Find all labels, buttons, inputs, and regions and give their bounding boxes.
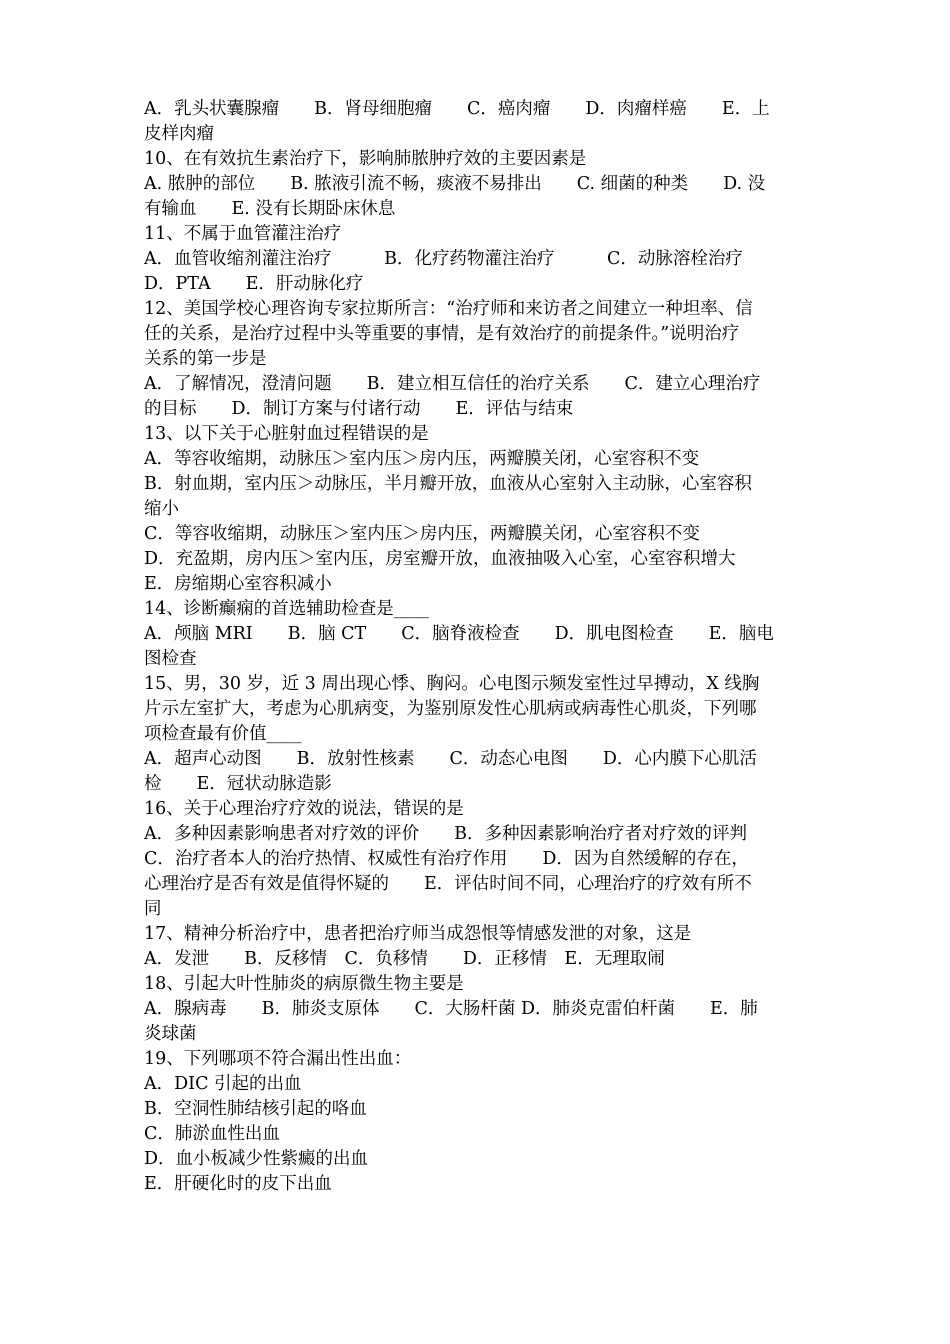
text-line: 片示左室扩大，考虑为心肌病变，为鉴别原发性心肌病或病毒性心肌炎，下列哪	[144, 699, 757, 719]
text-line: D．血小板减少性紫癜的出血	[144, 1149, 369, 1169]
text-line: 图检查	[144, 649, 197, 669]
text-line: 缩小	[144, 499, 179, 519]
text-line: 关系的第一步是	[144, 349, 267, 369]
text-line: 检 E．冠状动脉造影	[144, 774, 332, 794]
text-line: C．肺淤血性出血	[144, 1124, 280, 1144]
text-line: 皮样肉瘤	[144, 124, 214, 144]
text-line: A．了解情况，澄清问题 B．建立相互信任的治疗关系 C．建立心理治疗	[144, 374, 761, 394]
text-line: A．腺病毒 B．肺炎支原体 C．大肠杆菌 D．肺炎克雷伯杆菌 E．肺	[144, 999, 758, 1019]
question-12: 12、美国学校心理咨询专家拉斯所言：“治疗师和来访者之间建立一种坦率、信	[144, 299, 753, 319]
question-13: 13、以下关于心脏射血过程错误的是	[144, 424, 429, 444]
text-line: A．超声心动图 B．放射性核素 C．动态心电图 D．心内膜下心肌活	[144, 749, 757, 769]
text-line: 项检查最有价值____	[144, 724, 302, 744]
question-16: 16、关于心理治疗疗效的说法，错误的是	[144, 799, 464, 819]
question-10: 10、在有效抗生素治疗下，影响肺脓肿疗效的主要因素是	[144, 149, 587, 169]
text-line: 同	[144, 899, 162, 919]
text-line: A．DIC 引起的出血	[144, 1074, 302, 1094]
text-line: 任的关系，是治疗过程中头等重要的事情，是有效治疗的前提条件。”说明治疗	[144, 324, 740, 344]
text-line: E．房缩期心室容积减小	[144, 574, 332, 594]
text-line: A．乳头状囊腺瘤 B．肾母细胞瘤 C．癌肉瘤 D．肉瘤样癌 E．上	[144, 99, 770, 119]
text-line: A．等容收缩期，动脉压＞室内压＞房内压，两瓣膜关闭，心室容积不变	[144, 449, 700, 469]
text-line: 的目标 D．制订方案与付诸行动 E．评估与结束	[144, 399, 574, 419]
text-line: A．血管收缩剂灌注治疗 B．化疗药物灌注治疗 C．动脉溶栓治疗	[144, 249, 743, 269]
text-line: C．等容收缩期，动脉压＞室内压＞房内压，两瓣膜关闭，心室容积不变	[144, 524, 700, 544]
question-14: 14、诊断癫痫的首选辅助检查是____	[144, 599, 429, 619]
text-line: 有输血 E. 没有长期卧床休息	[144, 199, 396, 219]
question-11: 11、不属于血管灌注治疗	[144, 224, 342, 244]
text-line: A. 脓肿的部位 B. 脓液引流不畅，痰液不易排出 C. 细菌的种类 D. 没	[144, 174, 766, 194]
text-line: D．PTA E．肝动脉化疗	[144, 274, 364, 294]
text-line: A．发泄 B．反移情 C．负移情 D．正移情 E．无理取闹	[144, 949, 665, 969]
question-19: 19、下列哪项不符合漏出性出血：	[144, 1049, 412, 1069]
text-line: B．空洞性肺结核引起的咯血	[144, 1099, 367, 1119]
question-17: 17、精神分析治疗中，患者把治疗师当成怨恨等情感发泄的对象，这是	[144, 924, 692, 944]
text-line: E．肝硬化时的皮下出血	[144, 1174, 332, 1194]
question-18: 18、引起大叶性肺炎的病原微生物主要是	[144, 974, 464, 994]
text-line: C．治疗者本人的治疗热情、权威性有治疗作用 D．因为自然缓解的存在，	[144, 849, 749, 869]
document-body	[144, 97, 808, 1197]
text-line: 炎球菌	[144, 1024, 197, 1044]
text-line: A．多种因素影响患者对疗效的评价 B．多种因素影响治疗者对疗效的评判	[144, 824, 747, 844]
text-line: 心理治疗是否有效是值得怀疑的 E．评估时间不同，心理治疗的疗效有所不	[144, 874, 752, 894]
text-line: A．颅脑 MRI B．脑 CT C．脑脊液检查 D．肌电图检查 E．脑电	[144, 624, 774, 644]
text-line: D．充盈期，房内压＞室内压，房室瓣开放，血液抽吸入心室，心室容积增大	[144, 549, 736, 569]
text-line: B．射血期，室内压＞动脉压，半月瓣开放，血液从心室射入主动脉，心室容积	[144, 474, 752, 494]
question-15: 15、男，30 岁，近 3 周出现心悸、胸闷。心电图示频发室性过早搏动，X 线胸	[144, 674, 760, 694]
